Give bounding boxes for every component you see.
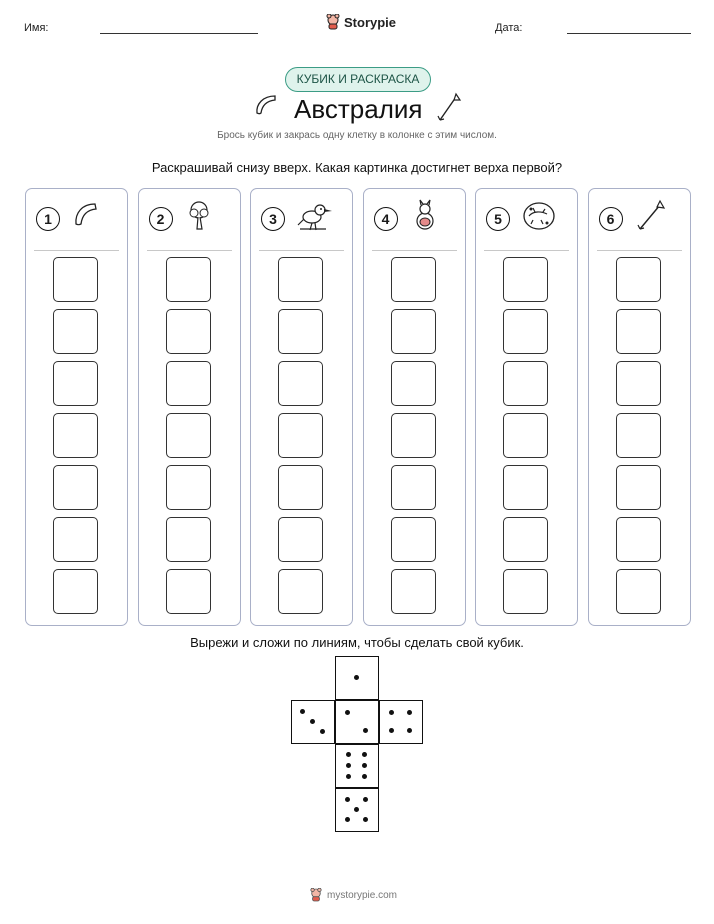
dice-column [588, 188, 691, 626]
color-cell[interactable] [278, 309, 323, 354]
color-cell[interactable] [53, 413, 98, 458]
column-number: 2 [149, 207, 173, 231]
color-cell[interactable] [616, 517, 661, 562]
column-number: 6 [599, 207, 623, 231]
color-cell[interactable] [278, 257, 323, 302]
die-pip [346, 763, 351, 768]
die-pip [362, 752, 367, 757]
tree-icon [184, 199, 222, 235]
kookaburra-icon [296, 199, 334, 235]
column-number: 5 [486, 207, 510, 231]
color-cell[interactable] [391, 517, 436, 562]
storypie-mascot-icon [310, 888, 322, 902]
column-divider [259, 250, 344, 251]
die-pip [345, 817, 350, 822]
die-pip [300, 709, 305, 714]
color-cell[interactable] [391, 361, 436, 406]
color-cell[interactable] [503, 569, 548, 614]
boomerang-icon [71, 199, 109, 235]
color-cell[interactable] [53, 361, 98, 406]
brand-logo [326, 14, 396, 30]
column-divider [484, 250, 569, 251]
color-cell[interactable] [616, 465, 661, 510]
die-pip [310, 719, 315, 724]
column-divider [147, 250, 232, 251]
color-cell[interactable] [278, 569, 323, 614]
die-pip [407, 728, 412, 733]
column-divider [34, 250, 119, 251]
spear-icon [634, 199, 672, 235]
die-pip [362, 763, 367, 768]
color-cell[interactable] [616, 569, 661, 614]
die-pip [345, 710, 350, 715]
dice-column [25, 188, 128, 626]
boomerang-icon [253, 92, 279, 118]
color-cell[interactable] [278, 361, 323, 406]
color-cell[interactable] [278, 413, 323, 458]
color-cell[interactable] [53, 257, 98, 302]
column-divider [372, 250, 457, 251]
die-pip [407, 710, 412, 715]
lizard-icon [521, 199, 559, 235]
color-cell[interactable] [616, 257, 661, 302]
die-pip [363, 797, 368, 802]
storypie-mascot-icon [326, 14, 340, 30]
die-pip [320, 729, 325, 734]
color-cell[interactable] [503, 257, 548, 302]
die-pip [362, 774, 367, 779]
color-cell[interactable] [391, 257, 436, 302]
color-cell[interactable] [166, 257, 211, 302]
column-number: 4 [374, 207, 398, 231]
color-cell[interactable] [503, 413, 548, 458]
color-cell[interactable] [391, 569, 436, 614]
color-cell[interactable] [53, 465, 98, 510]
color-cell[interactable] [616, 413, 661, 458]
cube-instruction: Вырежи и сложи по линиям, чтобы сделать свой кубик. [190, 635, 524, 650]
column-number: 1 [36, 207, 60, 231]
subtitle: Брось кубик и закрась одну клетку в колонке с этим числом. [217, 130, 497, 141]
dice-column [363, 188, 466, 626]
die-face [335, 788, 379, 832]
die-pip [346, 774, 351, 779]
color-cell[interactable] [166, 465, 211, 510]
die-face [335, 700, 379, 744]
die-face [335, 656, 379, 700]
color-cell[interactable] [278, 517, 323, 562]
color-cell[interactable] [53, 569, 98, 614]
die-face [291, 700, 335, 744]
die-pip [346, 752, 351, 757]
name-label: Имя: [24, 22, 49, 34]
color-cell[interactable] [616, 309, 661, 354]
die-pip [389, 710, 394, 715]
date-line[interactable] [567, 33, 691, 34]
color-cell[interactable] [166, 413, 211, 458]
spear-icon [436, 92, 462, 122]
color-cell[interactable] [166, 361, 211, 406]
date-label: Дата: [495, 22, 523, 34]
color-cell[interactable] [616, 361, 661, 406]
color-cell[interactable] [391, 413, 436, 458]
column-number: 3 [261, 207, 285, 231]
activity-badge: КУБИК И РАСКРАСКА [285, 67, 431, 92]
die-face [379, 700, 423, 744]
color-cell[interactable] [503, 465, 548, 510]
footer-url[interactable]: mystorypie.com [327, 889, 398, 901]
color-cell[interactable] [503, 361, 548, 406]
brand-name: Storypie [344, 14, 397, 30]
page-title: Австралия [294, 94, 423, 124]
die-pip [345, 797, 350, 802]
instruction: Раскрашивай снизу вверх. Какая картинка достигнет верха первой? [151, 160, 563, 175]
color-cell[interactable] [278, 465, 323, 510]
color-cell[interactable] [391, 465, 436, 510]
color-cell[interactable] [166, 569, 211, 614]
die-pip [363, 728, 368, 733]
die-pip [389, 728, 394, 733]
name-line[interactable] [100, 33, 258, 34]
color-cell[interactable] [503, 309, 548, 354]
die-pip [354, 807, 359, 812]
footer [310, 888, 397, 902]
color-cell[interactable] [166, 309, 211, 354]
die-face [335, 744, 379, 788]
die-pip [363, 817, 368, 822]
column-divider [597, 250, 682, 251]
die-pip [354, 675, 359, 680]
color-cell[interactable] [53, 517, 98, 562]
dice-column [138, 188, 241, 626]
color-cell[interactable] [53, 309, 98, 354]
color-cell[interactable] [503, 517, 548, 562]
color-cell[interactable] [166, 517, 211, 562]
dice-column [250, 188, 353, 626]
kangaroo-icon [409, 199, 447, 235]
color-cell[interactable] [391, 309, 436, 354]
dice-column [475, 188, 578, 626]
